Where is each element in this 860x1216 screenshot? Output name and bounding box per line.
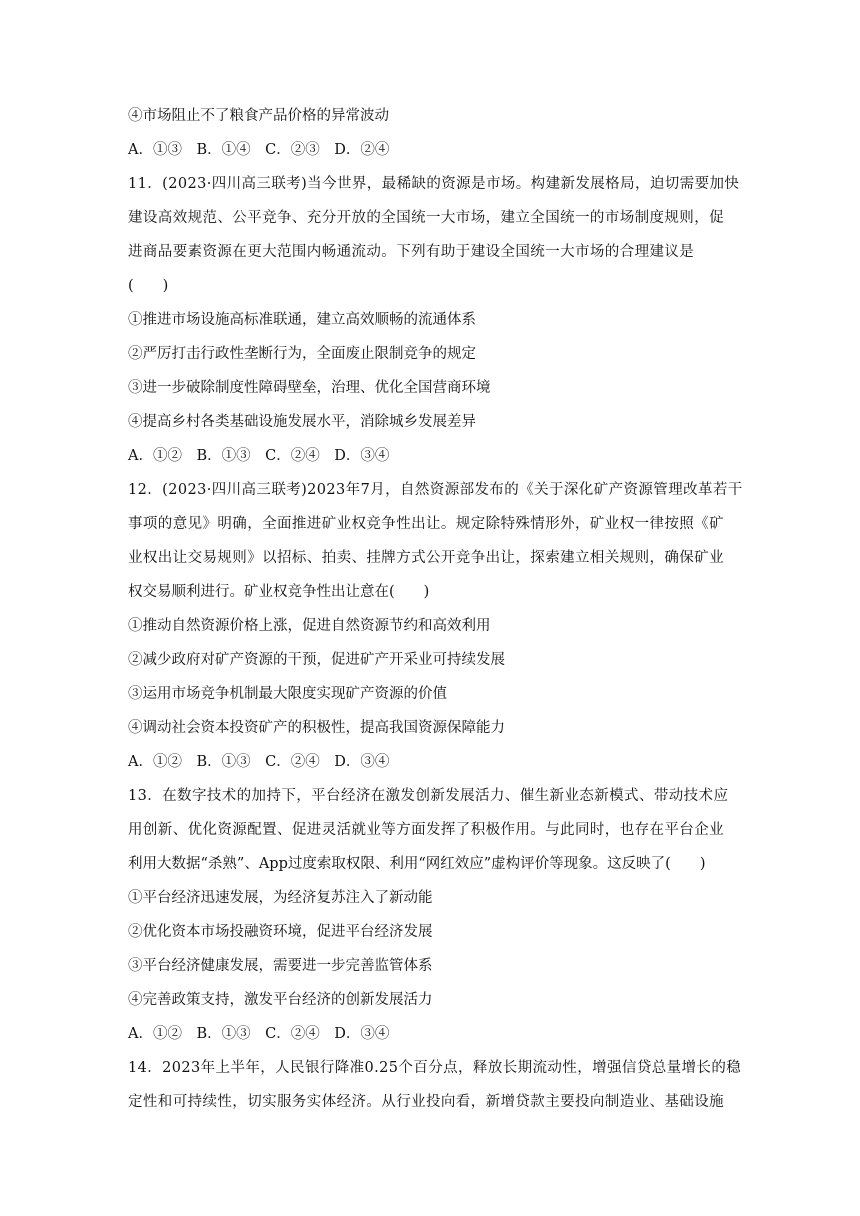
question-11-line-1: 11．(2023·四川高三联考)当今世界，最稀缺的资源是市场。构建新发展格局，迫切需要加快 — [128, 176, 740, 192]
option-2-q12: ②减少政府对矿产资源的干预，促进矿产开采业可持续发展 — [128, 652, 505, 668]
question-11-line-2: 建设高效规范、公平竞争、充分开放的全国统一大市场，建立全国统一的市场制度规则，促 — [128, 210, 724, 226]
option-3-q12: ③运用市场竞争机制最大限度实现矿产资源的价值 — [128, 686, 447, 702]
question-12-line-3: 业权出让交易规则》以招标、拍卖、挂牌方式公开竞争出让，探索建立相关规则，确保矿业 — [128, 550, 724, 566]
option-2-q11: ②严厉打击行政性垄断行为，全面废止限制竞争的规定 — [128, 346, 476, 362]
question-13-line-1: 13．在数字技术的加持下，平台经济在激发创新发展活力、催生新业态新模式、带动技术应 — [128, 788, 729, 804]
option-4-q13: ④完善政策支持，激发平台经济的创新发展活力 — [128, 992, 433, 1008]
answer-choices-q10: A．①③ B．①④ C．②③ D．②④ — [128, 142, 390, 158]
option-3-q13: ③平台经济健康发展，需要进一步完善监管体系 — [128, 958, 433, 974]
option-4-q11: ④提高乡村各类基础设施发展水平，消除城乡发展差异 — [128, 414, 476, 430]
option-2-q13: ②优化资本市场投融资环境，促进平台经济发展 — [128, 924, 433, 940]
answer-choices-q12: A．①② B．①③ C．②④ D．③④ — [128, 754, 390, 770]
question-13-line-2: 用创新、优化资源配置、促进灵活就业等方面发挥了积极作用。与此同时，也存在平台企业 — [128, 822, 724, 838]
answer-choices-q13: A．①② B．①③ C．②④ D．③④ — [128, 1026, 390, 1042]
question-11-line-4: ( ) — [128, 278, 169, 294]
question-13-line-3: 利用大数据“杀熟”、App过度索取权限、利用“网红效应”虚构评价等现象。这反映了( ) — [128, 856, 706, 872]
option-3-q11: ③进一步破除制度性障碍壁垒，治理、优化全国营商环境 — [128, 380, 491, 396]
question-12-line-1: 12．(2023·四川高三联考)2023年7月，自然资源部发布的《关于深化矿产资源管理改革若干 — [128, 482, 743, 498]
question-12-line-2: 事项的意见》明确，全面推进矿业权竞争性出让。规定除特殊情形外，矿业权一律按照《矿 — [128, 516, 724, 532]
option-1-q12: ①推动自然资源价格上涨，促进自然资源节约和高效利用 — [128, 618, 491, 634]
option-4-q12: ④调动社会资本投资矿产的积极性，提高我国资源保障能力 — [128, 720, 505, 736]
option-1-q13: ①平台经济迅速发展，为经济复苏注入了新动能 — [128, 890, 433, 906]
answer-choices-q11: A．①② B．①③ C．②④ D．③④ — [128, 448, 390, 464]
option-4-q10: ④市场阻止不了粮食产品价格的异常波动 — [128, 108, 389, 124]
option-1-q11: ①推进市场设施高标准联通，建立高效顺畅的流通体系 — [128, 312, 476, 328]
question-14-line-2: 定性和可持续性，切实服务实体经济。从行业投向看，新增贷款主要投向制造业、基础设施 — [128, 1094, 724, 1110]
question-14-line-1: 14．2023年上半年，人民银行降准0.25个百分点，释放长期流动性，增强信贷总量增长的稳 — [128, 1060, 742, 1076]
question-11-line-3: 进商品要素资源在更大范围内畅通流动。下列有助于建设全国统一大市场的合理建议是 — [128, 244, 695, 260]
question-12-line-4: 权交易顺利进行。矿业权竞争性出让意在( ) — [128, 584, 430, 600]
